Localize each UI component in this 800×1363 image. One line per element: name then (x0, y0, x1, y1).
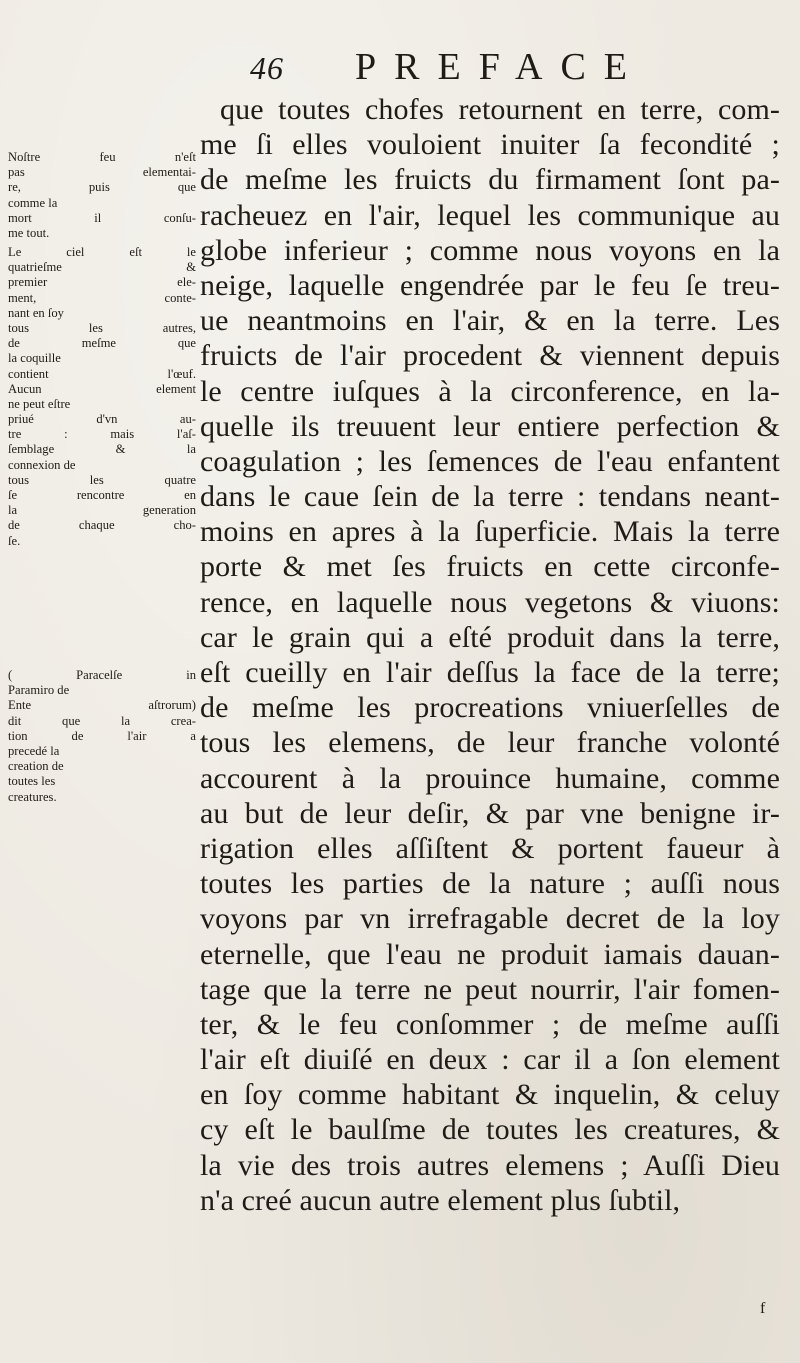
text-line: coagulation ; les ſemences de l'eau enfantent (200, 444, 780, 478)
text-line: en ſoy comme habitant & inquelin, & celuy (200, 1078, 780, 1112)
margin-note-line: nant en ſoy (8, 305, 64, 320)
margin-note-line: quatrieſme & (8, 260, 196, 275)
text-line: rigation elles aſſiſtent & portent faueur à (200, 831, 780, 865)
margin-note-line: pas elementai- (8, 165, 196, 180)
text-line: de meſme les procreations vniuerſelles de (200, 691, 780, 725)
text-line: de meſme les fruicts du firmament ſont pa- (200, 163, 780, 197)
text-line: tage que la terre ne peut nourrir, l'air fomen- (200, 972, 780, 1006)
margin-note-line: de meſme que (8, 336, 196, 351)
margin-note-heaven (8, 245, 196, 549)
text-line: l'air eſt diuiſé en deux : car il a ſon element (200, 1043, 780, 1077)
margin-note-line: precedé la (8, 743, 60, 758)
text-line: quelle ils treuuent leur entiere perfection & (200, 409, 780, 443)
text-line: me ſi elles vouloient inuiter ſa fecondité ; (200, 128, 780, 162)
margin-note-line: creatures. (8, 789, 57, 804)
text-line: au but de leur deſir, & par vne benigne ir- (200, 796, 780, 830)
margin-note-fire (8, 150, 196, 241)
text-line: rence, en laquelle nous vegetons & viuons: (200, 585, 780, 619)
margin-note-line: tre : mais l'aſ- (8, 427, 196, 442)
text-line: toutes les parties de la nature ; auſſi nous (200, 867, 780, 901)
text-line: que toutes chofes retournent en terre, com- (220, 93, 780, 126)
text-line: fruicts de l'air procedent & viennent depuis (200, 339, 780, 373)
text-line: eſt cueilly en l'air deſſus la face de la terre; (200, 656, 780, 689)
main-text-block (200, 92, 780, 1218)
text-line: ue neantmoins en l'air, & en la terre. Les (200, 304, 780, 338)
margin-note-line: ſe rencontre en (8, 488, 196, 502)
margin-note-line: contient l'œuf. (8, 366, 196, 381)
margin-note-line: tous les autres, (8, 320, 196, 335)
text-line: porte & met ſes fruicts en cette circonfe- (200, 550, 780, 584)
margin-note-line: connexion de (8, 457, 76, 472)
text-line: voyons par vn irrefragable decret de la loy (200, 902, 780, 936)
text-line: le centre iuſques à la circonference, en la- (200, 374, 780, 408)
text-line: car le grain qui a eſté produit dans la terre, (200, 620, 780, 654)
text-line: ter, & le feu conſommer ; de meſme auſſi (200, 1007, 780, 1041)
margin-note-paracelsus (8, 668, 196, 805)
margin-note-line: Noſtre feu n'eſt (8, 150, 196, 164)
catchword: f (760, 1300, 766, 1317)
margin-note-line: priué d'vn au- (8, 412, 196, 427)
margin-note-line: re, puis que (8, 180, 196, 195)
page-number: 46 (250, 50, 284, 86)
text-line: dans le caue ſein de la terre : tendans neant- (200, 480, 780, 514)
text-line: globe inferieur ; comme nous voyons en la (200, 233, 780, 267)
text-line: neige, laquelle engendrée par le feu ſe treu- (200, 268, 780, 302)
margin-note-line: Ente aſtrorum) (8, 698, 196, 713)
margin-note-line: comme la (8, 195, 58, 210)
margin-note-line: me tout. (8, 225, 50, 240)
margin-note-line: ne peut eſtre (8, 396, 71, 411)
margin-note-line: Le ciel eſt le (8, 245, 196, 259)
margin-note-line: ſe. (8, 533, 21, 548)
margin-note-line: Aucun element (8, 381, 196, 396)
text-line: n'a creé aucun autre element plus ſubtil, (200, 1183, 681, 1217)
margin-note-line: dit que la crea- (8, 713, 196, 728)
margin-note-line: tous les quatre (8, 472, 196, 487)
text-line: cy eſt le baulſme de toutes les creatures, & (200, 1113, 780, 1147)
margin-note-line: ( Paracelſe in (8, 668, 196, 682)
margin-note-line: creation de (8, 759, 64, 774)
margin-note-line: la coquille (8, 351, 61, 366)
margin-note-line: toutes les (8, 774, 56, 789)
text-line: accourent à la prouince humaine, comme (200, 761, 780, 795)
text-line: racheuez en l'air, lequel les communique au (200, 198, 780, 232)
margin-note-line: mort il conſu- (8, 210, 196, 225)
margin-note-line: la generation (8, 503, 196, 518)
text-line: tous les elemens, de leur franche volonté (200, 726, 780, 760)
running-title: PREFACE (355, 46, 646, 88)
margin-note-line: ſemblage & la (8, 442, 196, 457)
text-line: moins en apres à la ſuperficie. Mais la terre (200, 515, 780, 549)
page-header (0, 40, 800, 90)
margin-note-line: Paramiro de (8, 683, 70, 698)
margin-note-line: ment, conte- (8, 290, 196, 305)
text-line: la vie des trois autres elemens ; Auſſi Dieu (200, 1148, 780, 1182)
text-line: eternelle, que l'eau ne produit iamais dauan- (200, 937, 780, 971)
margin-note-line: tion de l'air a (8, 728, 196, 743)
margin-note-line: premier ele- (8, 275, 196, 290)
margin-note-line: de chaque cho- (8, 518, 196, 533)
